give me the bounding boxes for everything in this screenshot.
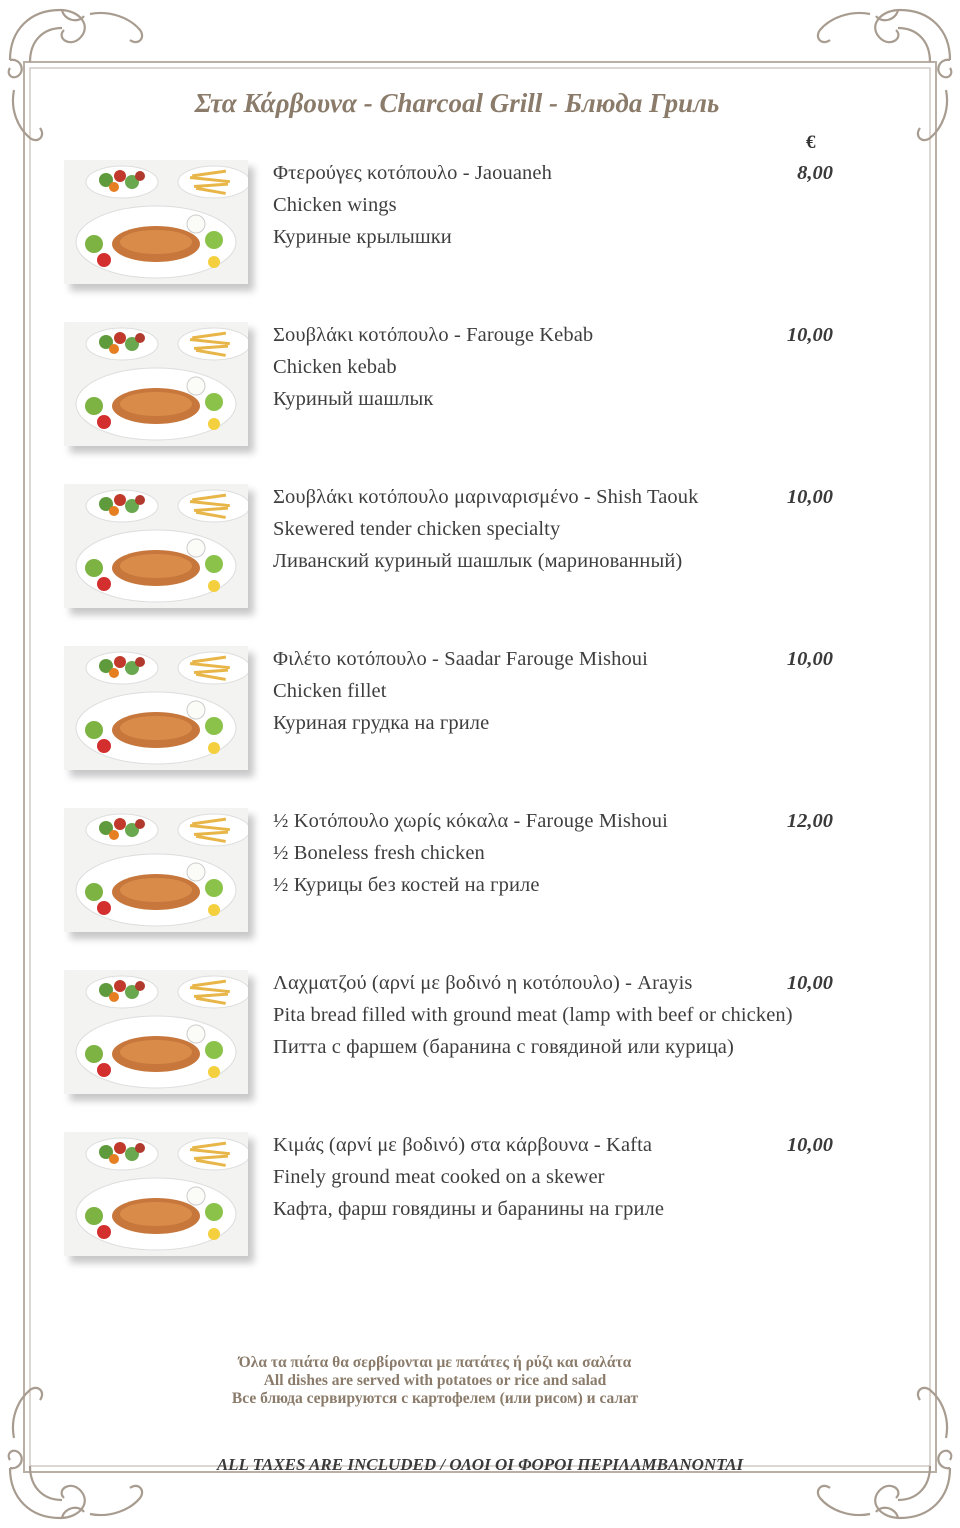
item-price: 8,00 <box>797 162 833 184</box>
item-name-russian: Кафта, фарш говядины и баранины на гриле <box>273 1198 665 1220</box>
dish-photo <box>64 808 248 932</box>
item-name-english: ½ Boneless fresh chicken <box>273 842 485 864</box>
menu-item <box>0 324 960 464</box>
menu-item <box>0 972 960 1112</box>
note-english: All dishes are served with potatoes or rice and salad <box>263 1372 607 1389</box>
currency-symbol: € <box>806 132 816 153</box>
item-name-greek: Φτερούγες κοτόπουλο - Jaouaneh <box>273 162 552 184</box>
item-name-greek: ½ Κοτόπουλο χωρίς κόκαλα - Farouge Mishoui <box>273 810 668 832</box>
item-name-greek: Σουβλάκι κοτόπουλο μαριναρισμένο - Shish Taouk <box>273 486 699 508</box>
item-name-russian: Питта с фаршем (баранина с говядиной или курица) <box>273 1036 734 1058</box>
item-name-russian: Куриная грудка на гриле <box>273 712 490 734</box>
item-name-english: Chicken kebab <box>273 356 397 378</box>
item-name-english: Chicken fillet <box>273 680 387 702</box>
item-name-greek: Κιμάς (αρνί με βοδινό) στα κάρβουνα - Kafta <box>273 1134 653 1156</box>
dish-photo <box>64 484 248 608</box>
item-name-english: Chicken wings <box>273 194 397 216</box>
item-price: 10,00 <box>786 486 833 508</box>
item-name-greek: Σουβλάκι κοτόπουλο - Farouge Kebab <box>273 324 594 346</box>
item-price: 10,00 <box>786 648 833 670</box>
item-name-english: Skewered tender chicken specialty <box>273 518 561 540</box>
item-name-russian: Ливанский куриный шашлык (маринованный) <box>273 550 683 572</box>
item-price: 12,00 <box>786 810 833 832</box>
menu-item <box>0 1134 960 1274</box>
dish-photo <box>64 160 248 284</box>
menu-item <box>0 810 960 950</box>
corner-ornament-top-right <box>818 10 951 140</box>
item-name-russian: Куриный шашлык <box>273 388 434 410</box>
item-name-english: Pita bread filled with ground meat (lamp with beef or chicken) <box>273 1004 793 1026</box>
note-russian: Все блюда сервируются с картофелем (или рисом) и салат <box>231 1390 639 1407</box>
taxes-notice: ALL TAXES ARE INCLUDED / ΟΛΟΙ ΟΙ ΦΟΡΟΙ ΠΕΡΙΛΑΜΒΑΝΟΝΤΑΙ <box>216 1455 744 1474</box>
item-price: 10,00 <box>786 324 833 346</box>
item-price: 10,00 <box>786 1134 833 1156</box>
menu-item <box>0 486 960 626</box>
item-price: 10,00 <box>786 972 833 994</box>
item-name-english: Finely ground meat cooked on a skewer <box>273 1166 605 1188</box>
item-name-russian: Куриные крылышки <box>273 226 452 248</box>
note-greek: Όλα τα πιάτα θα σερβίρονται με πατάτες ή ρύζι και σαλάτα <box>238 1354 632 1371</box>
dish-photo <box>64 646 248 770</box>
item-name-greek: Φιλέτο κοτόπουλο - Saadar Farouge Mishoui <box>273 648 648 670</box>
item-name-greek: Λαχματζού (αρνί με βοδινό η κοτόπουλο) - Arayis <box>273 972 693 994</box>
menu-item <box>0 648 960 788</box>
corner-ornament-top-left <box>9 10 142 140</box>
menu-item <box>0 162 960 302</box>
item-name-russian: ½ Курицы без костей на гриле <box>273 874 540 896</box>
menu-title: Στα Κάρβουνα - Charcoal Grill - Блюда Гриль <box>194 88 720 118</box>
dish-photo <box>64 322 248 446</box>
dish-photo <box>64 970 248 1094</box>
dish-photo <box>64 1132 248 1256</box>
